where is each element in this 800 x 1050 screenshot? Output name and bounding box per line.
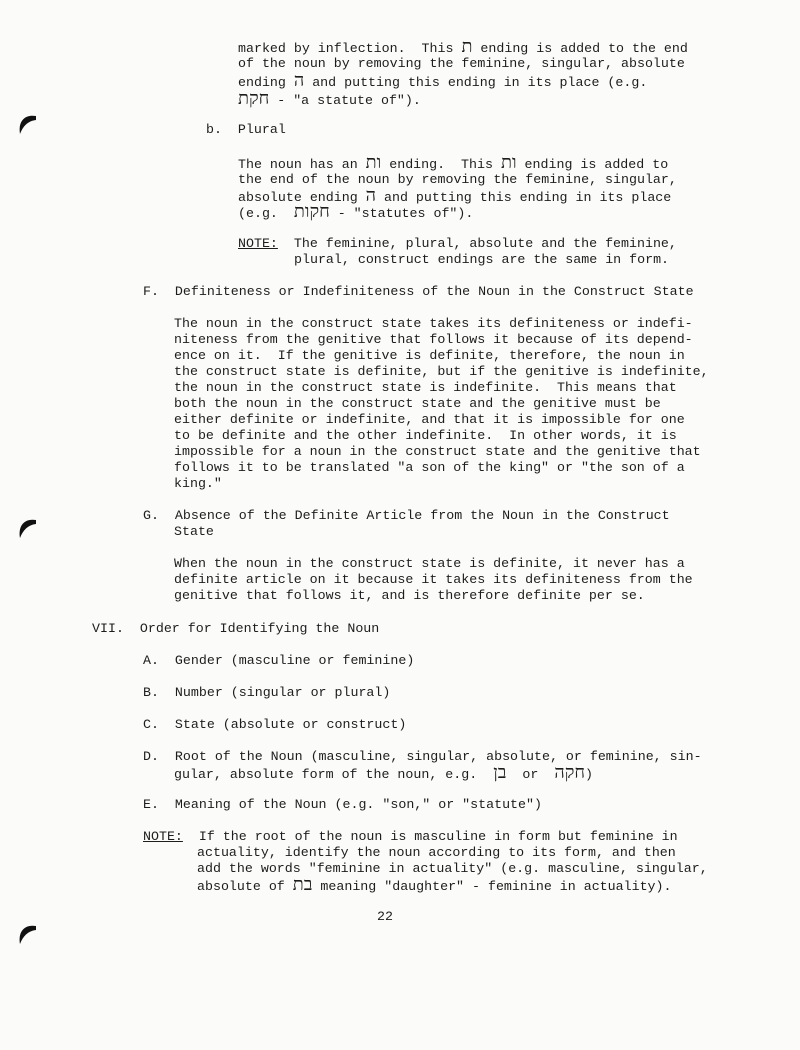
list-item: B. Number (singular or plural) — [143, 685, 391, 700]
text-line: The noun has an ות ending. This ות ending is added to — [238, 152, 669, 173]
section-heading: F. Definiteness or Indefiniteness of the Noun in the Construct State — [143, 284, 694, 299]
text-line: the construct state is definite, but if the genitive is indefinite, — [174, 364, 709, 379]
text-line: king." — [174, 476, 222, 491]
text-line: marked by inflection. This ת ending is added to the end — [238, 36, 688, 57]
text-line: absolute ending ה and putting this ending in its place — [238, 185, 672, 206]
list-item: D. Root of the Noun (masculine, singular, absolute, or feminine, sin- — [143, 749, 702, 764]
text-line: definite article on it because it takes its definiteness from the — [174, 572, 693, 587]
text-line: ence on it. If the genitive is definite, therefore, the noun in — [174, 348, 685, 363]
chapter-heading: VII. Order for Identifying the Noun — [92, 621, 380, 636]
text-line: niteness from the genitive that follows it because of its depend- — [174, 332, 693, 347]
text-line: The noun in the construct state takes its definiteness or indefi- — [174, 316, 693, 331]
text-line: When the noun in the construct state is definite, it never has a — [174, 556, 685, 571]
text-line: to be definite and the other indefinite. In other words, it is — [174, 428, 677, 443]
binder-hole-icon — [14, 516, 40, 542]
text-line: follows it to be translated "a son of the king" or "the son of a — [174, 460, 685, 475]
text-line: (e.g. חקות - "statutes of"). — [238, 201, 474, 222]
text-line: either definite or indefinite, and that it is impossible for one — [174, 412, 685, 427]
text-line: genitive that follows it, and is therefore definite per se. — [174, 588, 645, 603]
list-item: E. Meaning of the Noun (e.g. "son," or "statute") — [143, 797, 542, 812]
text-line: ending ה and putting this ending in its place (e.g. — [238, 70, 648, 91]
text-line: the noun in the construct state is indefinite. This means that — [174, 380, 677, 395]
note-line: NOTE: If the root of the noun is masculine in form but feminine in — [143, 829, 678, 844]
text-line: actuality, identify the noun according to its form, and then — [197, 845, 676, 860]
binder-hole-icon — [14, 922, 40, 948]
text-line: plural, construct endings are the same in form. — [294, 252, 670, 267]
page-number: 22 — [377, 909, 393, 924]
text-line: of the noun by removing the feminine, singular, absolute — [238, 56, 685, 71]
binder-hole-icon — [14, 112, 40, 138]
text-line: the end of the noun by removing the feminine, singular, — [238, 172, 677, 187]
section-heading: State — [174, 524, 214, 539]
text-line: both the noun in the construct state and the genitive must be — [174, 396, 661, 411]
text-line: impossible for a noun in the construct state and the genitive that — [174, 444, 701, 459]
note-label: NOTE: — [238, 236, 278, 251]
section-heading: G. Absence of the Definite Article from the Noun in the Construct — [143, 508, 670, 523]
list-item: C. State (absolute or construct) — [143, 717, 407, 732]
list-item: A. Gender (masculine or feminine) — [143, 653, 415, 668]
text-line: absolute of בת meaning "daughter" - feminine in actuality). — [197, 874, 672, 895]
note-label: NOTE: — [143, 829, 183, 844]
text-line: add the words "feminine in actuality" (e.g. masculine, singular, — [197, 861, 708, 876]
text-line: חקת - "a statute of"). — [238, 88, 421, 109]
subsection-heading: b. Plural — [206, 122, 286, 137]
text-line: gular, absolute form of the noun, e.g. בן or חקה) — [174, 762, 593, 783]
note-line: NOTE: The feminine, plural, absolute and the feminine, — [238, 236, 677, 251]
